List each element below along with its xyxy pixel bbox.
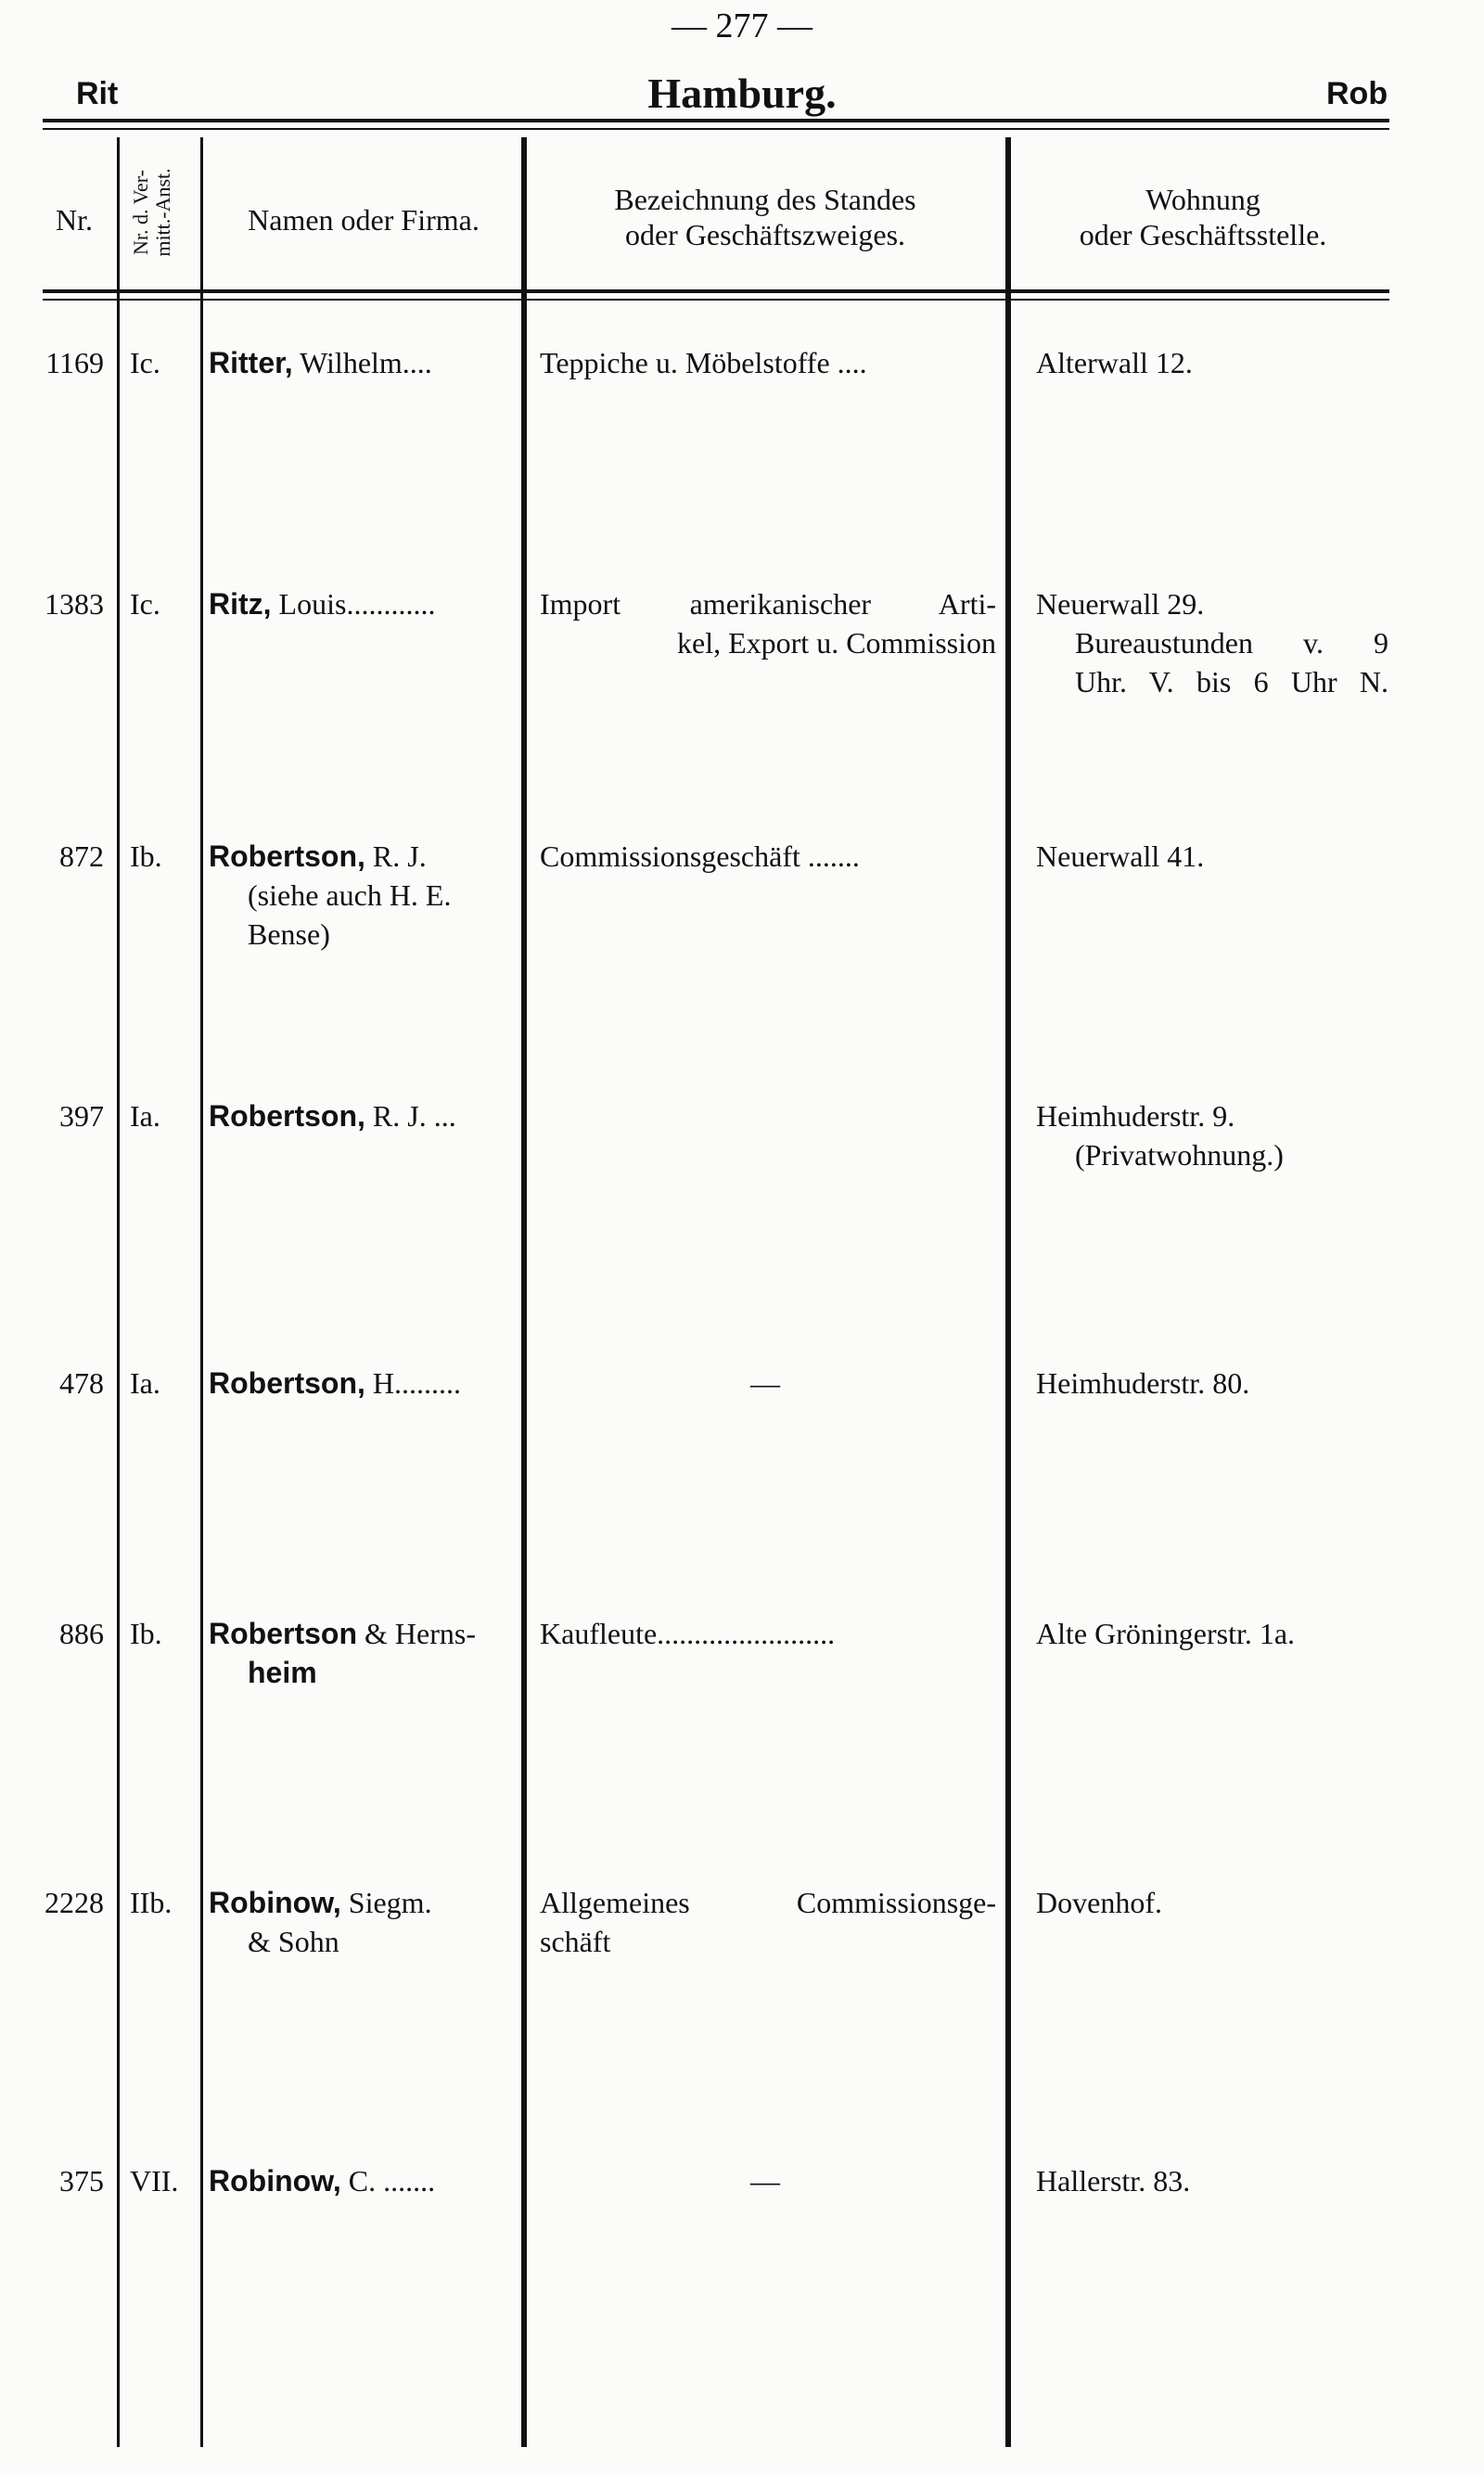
entry-name: Robertson, R. J. (siehe auch H. E. Bense): [209, 839, 452, 951]
entry-name: [209, 1096, 456, 1135]
header-rule-top: [43, 119, 1389, 122]
entry-name-bold: Robertson,: [209, 839, 365, 873]
entry-nr: 478: [59, 1366, 104, 1400]
entry-anst: Ib.: [130, 839, 162, 873]
entry-name-bold: Robinow,: [209, 2164, 341, 2198]
column-divider-1: [117, 137, 120, 2447]
entry-anst: Ia.: [130, 1099, 160, 1133]
column-header-anst: Nr. d. Ver- mitt.-Anst.: [129, 168, 174, 257]
entry-bezeichnung: —: [750, 2164, 780, 2198]
entry-name: [209, 343, 432, 382]
column-header-name: Namen oder Firma.: [248, 203, 480, 237]
entry-name-bold: Robertson,: [209, 1366, 365, 1400]
entry-bezeichnung: —: [750, 1366, 780, 1400]
entry-anst: IIb.: [130, 1886, 173, 1919]
entry-nr: 1169: [45, 346, 104, 379]
entry-bezeichnung: Teppiche u. Möbelstoffe ....: [540, 346, 867, 379]
entry-nr: 886: [59, 1617, 104, 1650]
entry-name-bold: Robinow,: [209, 1886, 341, 1919]
header-rule-top-thin: [43, 128, 1389, 130]
entry-name: Robinow, Siegm. & Sohn: [209, 1886, 432, 1958]
entry-name-rest: & Herns-: [365, 1617, 476, 1650]
entry-wohnung: Heimhuderstr. 9. (Privatwohnung.): [1036, 1099, 1284, 1172]
entry-anst: Ic.: [130, 587, 160, 621]
entry-anst: VII.: [130, 2164, 179, 2198]
entry-name: [209, 2161, 435, 2200]
entry-wohnung: Heimhuderstr. 80.: [1036, 1366, 1250, 1400]
entry-wohnung: Alterwall 12.: [1036, 346, 1193, 379]
entry-nr: 375: [59, 2164, 104, 2198]
entry-name-rest: Wilhelm....: [300, 346, 432, 379]
entry-name-bold: Robertson: [209, 1617, 357, 1650]
entry-anst: Ia.: [130, 1366, 160, 1400]
entry-name-rest: R. J.: [372, 839, 427, 873]
column-header-wohnung: Wohnung oder Geschäftsstelle.: [1079, 183, 1327, 251]
entry-bezeichnung: Kaufleute........................: [540, 1617, 836, 1650]
entry-anst: Ib.: [130, 1617, 162, 1650]
entry-name-bold: Ritz,: [209, 587, 272, 621]
entry-wohnung: Alte Gröningerstr. 1a.: [1036, 1617, 1296, 1650]
entry-nr: 872: [59, 839, 104, 873]
header-rule-bottom-thin: [43, 299, 1389, 301]
entry-name-bold: Robertson,: [209, 1099, 365, 1133]
entry-name-rest: C. .......: [348, 2164, 436, 2198]
entry-name-rest: Siegm.: [348, 1886, 432, 1919]
entry-wohnung: Hallerstr. 83.: [1036, 2164, 1191, 2198]
column-divider-4: [1005, 137, 1011, 2447]
entry-nr: 397: [59, 1099, 104, 1133]
entry-nr: 1383: [45, 587, 104, 621]
entry-wohnung: Neuerwall 41.: [1036, 839, 1205, 873]
entry-name-rest: H.........: [372, 1366, 461, 1400]
entry-bezeichnung: Allgemeines Commissionsge- schäft: [540, 1886, 996, 1958]
entry-name-bold: Ritter,: [209, 346, 293, 379]
running-head-city: Hamburg.: [647, 70, 837, 117]
entry-bezeichnung: Import amerikanischer Arti- kel, Export u. Commission: [540, 587, 996, 660]
entry-name: Robertson & Herns- heim: [209, 1617, 476, 1689]
entry-bezeichnung: Commissionsgeschäft .......: [540, 839, 860, 873]
header-rule-bottom: [43, 289, 1389, 293]
column-divider-3: [521, 137, 527, 2447]
entry-name-rest: Louis............: [278, 587, 436, 621]
column-header-nr: Nr.: [56, 203, 93, 237]
page-number: — 277 —: [672, 6, 812, 45]
column-divider-2: [200, 137, 203, 2447]
entry-wohnung: Dovenhof.: [1036, 1886, 1162, 1919]
entry-name-rest: R. J. ...: [372, 1099, 456, 1133]
entry-name: [209, 1364, 461, 1403]
entry-wohnung: Neuerwall 29. Bureaustunden v. 9 Uhr. V. bis 6 Uhr N.: [1036, 587, 1388, 698]
entry-anst: Ic.: [130, 346, 160, 379]
column-header-bezeichnung: Bezeichnung des Standes oder Geschäftszweiges.: [614, 183, 916, 251]
entry-nr: 2228: [45, 1886, 104, 1919]
entry-name: [209, 584, 435, 623]
running-head-right: Rob: [1326, 76, 1388, 111]
running-head-left: Rit: [76, 76, 119, 111]
